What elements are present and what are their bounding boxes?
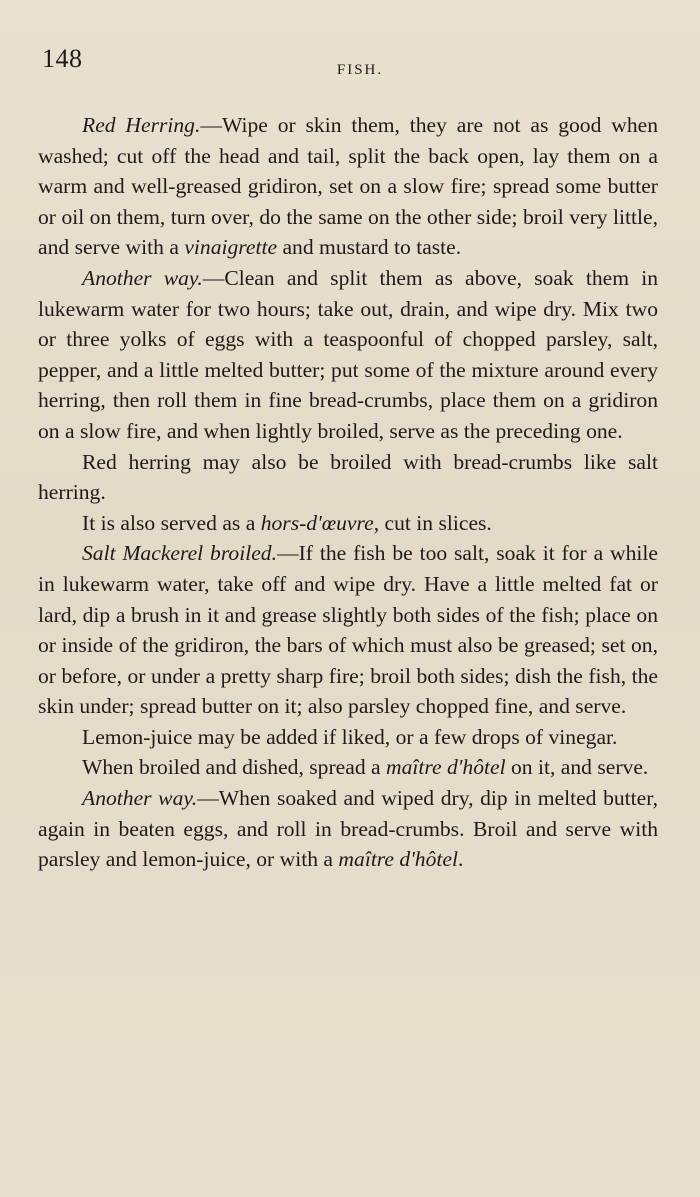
text-segment: , cut in slices. bbox=[373, 510, 492, 535]
italic-term: maître d'hôtel bbox=[338, 847, 458, 872]
text-segment: —If the fish be too salt, soak it for a while in lukewarm water, take off and wipe dry. Have a little melted fat or lard, dip a brush in it and grease slightly both sides of the fish; place on or inside of the gridiron, the bars of which must also be greased; set on, or before, or under a pretty sharp fire; broil both sides; dish the fish, the skin under; spread butter on it; also parsley chopped fine, and serve. bbox=[38, 541, 658, 719]
text-segment: . bbox=[458, 847, 464, 872]
text-segment: Lemon-juice may be added if liked, or a few drops of vinegar. bbox=[82, 724, 618, 749]
text-segment: on it, and serve. bbox=[505, 755, 649, 780]
text-segment: —Wipe or skin them, they are not as good when washed; cut off the head and tail, split the back open, lay them on a warm and well-greased gridiron, set on a slow fire; spread some butter or oil on them, turn over, do the same on the other side; broil very little, and serve with a bbox=[38, 113, 659, 260]
text-segment: When broiled and dished, spread a bbox=[82, 755, 387, 780]
runin-heading: Another way. bbox=[82, 786, 198, 811]
body-text bbox=[38, 110, 658, 875]
running-head: FISH. bbox=[336, 62, 384, 78]
paragraph-another-way-2 bbox=[38, 783, 658, 875]
paragraph-hors-doeuvre bbox=[38, 508, 658, 539]
paragraph-another-way-1 bbox=[38, 263, 658, 447]
paragraph-maitre-dhotel bbox=[38, 752, 658, 783]
italic-term: hors-d'œuvre bbox=[260, 510, 374, 535]
text-segment: Red herring may also be broiled with bread-crumbs like salt herring. bbox=[38, 449, 658, 505]
paragraph-red-herring bbox=[38, 110, 658, 263]
runin-heading: Another way. bbox=[82, 265, 203, 290]
page-number: 148 bbox=[42, 44, 83, 73]
italic-term: vinaigrette bbox=[184, 235, 278, 260]
text-segment: It is also served as a bbox=[82, 510, 261, 535]
runin-heading: Salt Mackerel broiled. bbox=[82, 541, 278, 566]
italic-term: maître d'hôtel bbox=[386, 755, 506, 780]
paragraph-breadcrumbs-note bbox=[38, 447, 658, 508]
paragraph-lemon-juice bbox=[38, 722, 658, 753]
text-segment: —When soaked and wiped dry, dip in melted butter, again in beaten eggs, and roll in bread-crumbs. Broil and serve with parsley and lemon-juice, or with a bbox=[38, 786, 658, 872]
text-segment: and mustard to taste. bbox=[277, 235, 462, 260]
runin-heading: Red Herring. bbox=[82, 113, 201, 137]
paragraph-salt-mackerel bbox=[38, 538, 658, 722]
text-segment: —Clean and split them as above, soak them in lukewarm water for two hours; take out, drain, and wipe dry. Mix two or three yolks of eggs with a teaspoonful of chopped parsley, salt, pepper, and a little melted butter; put some of the mixture around every herring, then roll them in fine bread-crumbs, place them on a gridiron on a slow fire, and when lightly broiled, serve as the preceding one. bbox=[38, 265, 658, 443]
